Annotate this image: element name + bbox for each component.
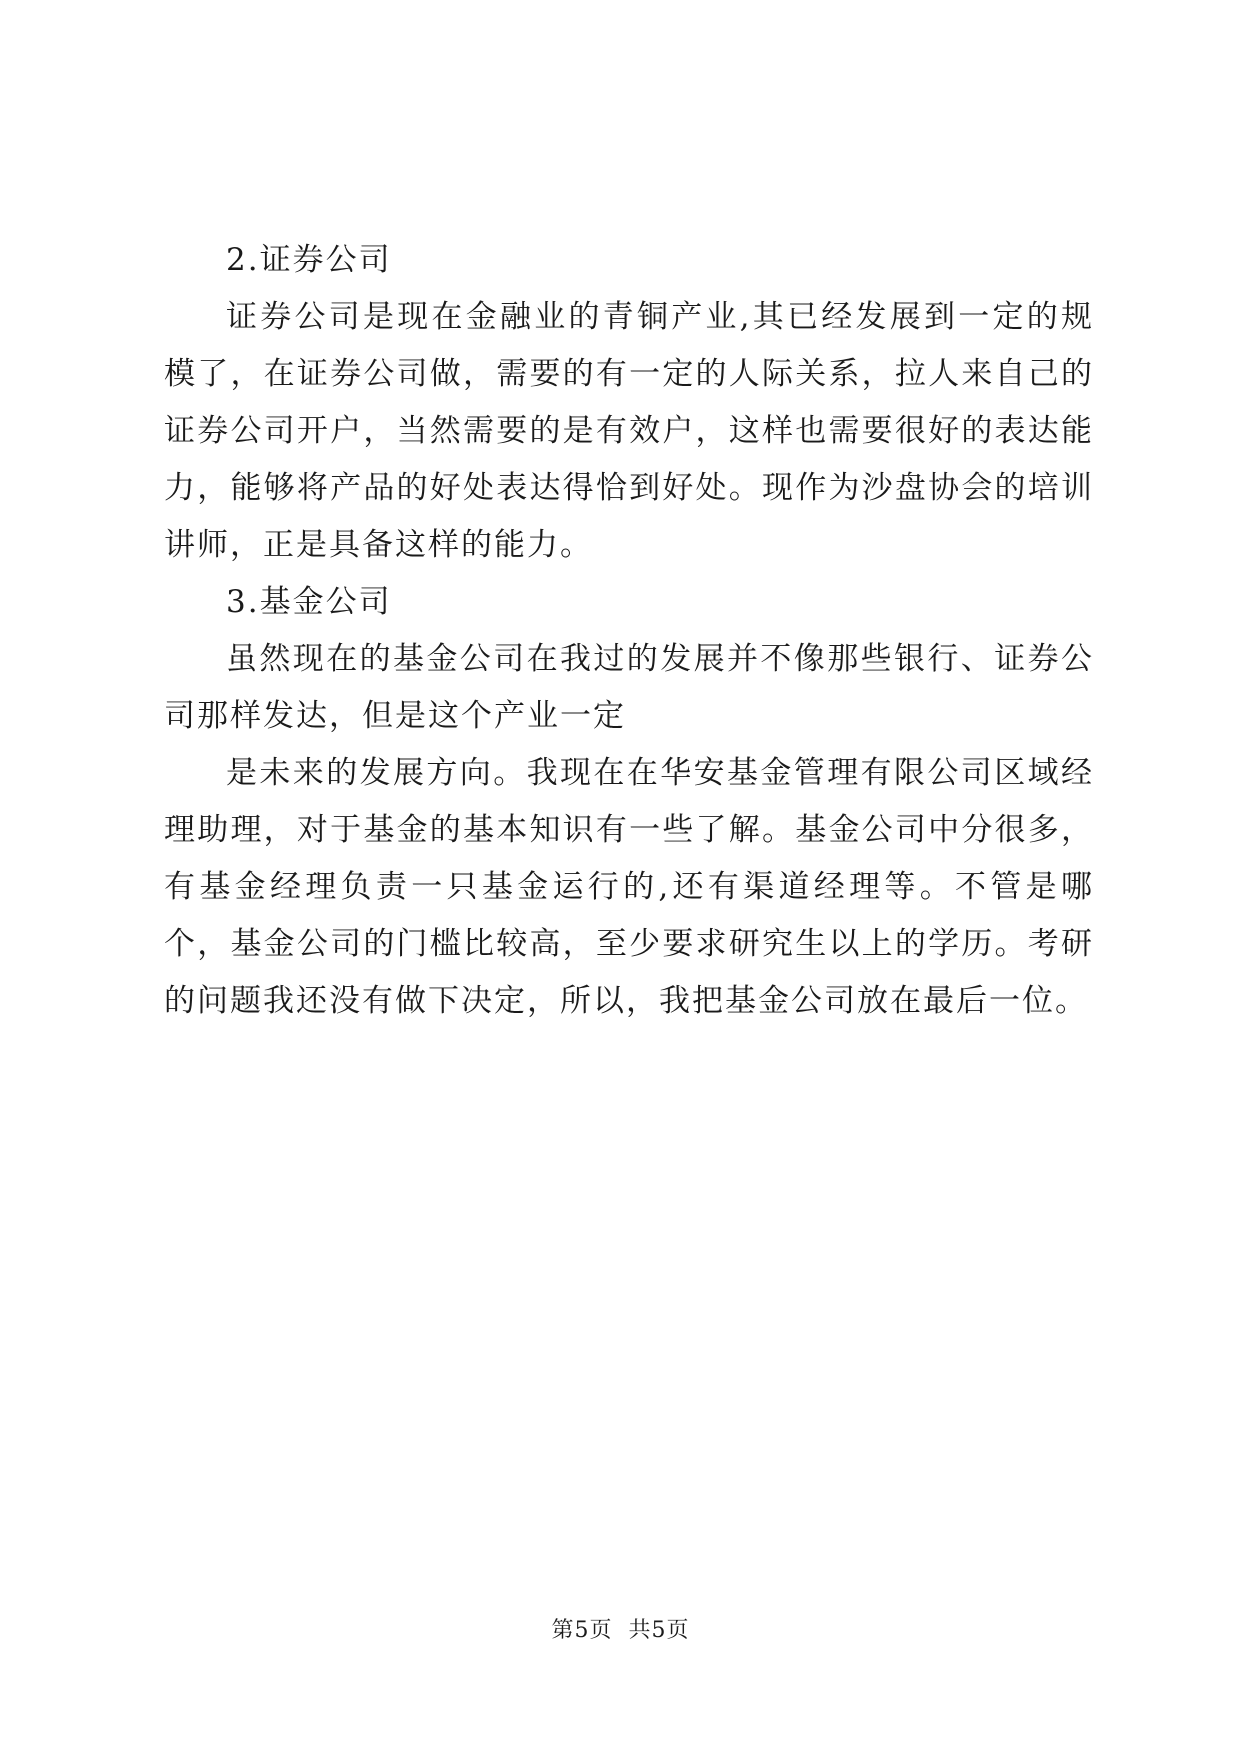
paragraph-securities: 证券公司是现在金融业的青铜产业,其已经发展到一定的规模了，在证券公司做，需要的有一定的人际关系，拉人来自己的证券公司开户，当然需要的是有效户，这样也需要很好的表达能力，能够将产品的好处表达得恰到好处。现作为沙盘协会的培训讲师，正是具备这样的能力。 [164,299,1094,563]
paragraph-fund-intro: 虽然现在的基金公司在我过的发展并不像那些银行、证券公司那样发达，但是这个产业一定 [164,641,1094,734]
section-heading-securities: 2.证券公司 [226,242,392,278]
paragraph-fund-detail: 是未来的发展方向。我现在在华安基金管理有限公司区域经理助理，对于基金的基本知识有一些了解。基金公司中分很多，有基金经理负责一只基金运行的,还有渠道经理等。不管是哪个，基金公司的门槛比较高，至少要求研究生以上的学历。考研的问题我还没有做下决定，所以，我把基金公司放在最后一位。 [164,755,1094,1019]
page-footer [0,1613,1241,1644]
document-body [164,232,1094,1030]
section-heading-fund: 3.基金公司 [226,584,392,620]
page-total: 共5页 [628,1618,690,1643]
page-number: 第5页 [551,1618,613,1643]
